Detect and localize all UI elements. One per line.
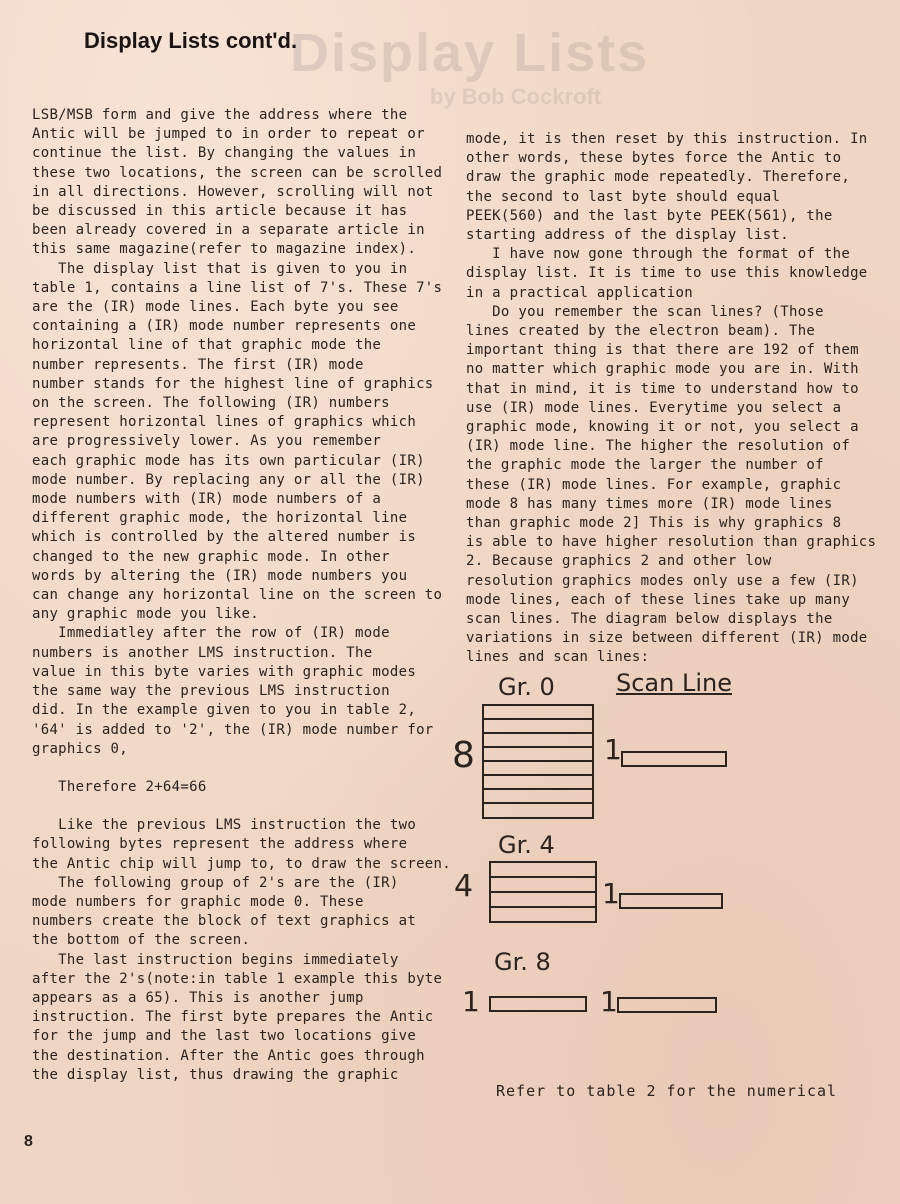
text-line: can change any horizontal line on the screen to [32,587,443,604]
gr0-scan-count: 1 [604,733,622,766]
gr0-mode-lines [483,705,593,818]
text-line: horizontal line of that graphic mode the [32,337,382,354]
text-line: (IR) mode line. The higher the resolution of [466,438,851,455]
scan-line-label: Scan Line [616,669,732,697]
gr4-mode-lines [490,862,596,922]
text-line: instruction. The first byte prepares the Antic [32,1009,434,1026]
diagram-caption: Refer to table 2 for the numerical [496,1082,838,1100]
text-line: The display list that is given to you in [32,260,408,277]
text-line: graphics 0, [32,740,129,757]
text-line: each graphic mode has its own particular (IR) [32,452,425,469]
text-line: words by altering the (IR) mode numbers you [32,567,408,584]
text-line: are the (IR) mode lines. Each byte you see [32,299,399,316]
text-line: The last instruction begins immediately [32,951,399,968]
right-column [466,130,877,668]
text-line: which is controlled by the altered number is [32,529,417,546]
gr0-label: Gr. 0 [498,673,555,701]
text-line: Do you remember the scan lines? (Those [466,303,824,320]
text-line: the Antic chip will jump to, to draw the screen. [32,855,451,872]
left-column [32,106,451,1085]
text-line: scan lines. The diagram below displays the [466,611,833,628]
text-line: starting address of the display list. [466,227,789,244]
text-line: variations in size between different (IR) mode [466,630,868,647]
gr4-scan-line [620,894,722,908]
gr8-scan-line [618,998,716,1012]
gr8-scan-count: 1 [600,985,618,1018]
text-line: than graphic mode 2] This is why graphics 8 [466,515,842,532]
text-line: lines and scan lines: [466,649,650,666]
text-line: value in this byte varies with graphic modes [32,663,417,680]
gr8-count: 1 [462,985,480,1018]
text-line: PEEK(560) and the last byte PEEK(561), the [466,207,833,224]
text-line [32,759,432,778]
text-line: the display list, thus drawing the graphic [32,1066,399,1083]
text-line: mode, it is then reset by this instruction. In [466,131,868,147]
mode-line-diagram [440,665,880,1045]
text-line: represent horizontal lines of graphics which [32,414,417,431]
text-line: changed to the new graphic mode. In other [32,548,390,565]
text-line: for the jump and the last two locations give [32,1028,417,1045]
text-line: appears as a 65). This is another jump [32,989,364,1006]
text-line: in all directions. However, scrolling will not [32,183,434,200]
gr8-label: Gr. 8 [494,948,551,976]
text-line: is able to have higher resolution than graphics [466,534,877,551]
text-line: use (IR) mode lines. Everytime you select a [466,399,842,416]
text-line: in a practical application [466,284,693,301]
text-line: display list. It is time to use this knowledge [466,265,868,282]
page-number: 8 [24,1133,33,1150]
text-line: numbers is another LMS instruction. The [32,644,373,661]
text-line: on the screen. The following (IR) numbers [32,395,390,412]
page-header: Display Lists cont'd. [84,28,298,53]
text-line: LSB/MSB form and give the address where the [32,107,408,123]
text-line: Therefore 2+64=66 [32,778,207,795]
bleed-through-byline: by Bob Cockroft [430,84,602,109]
text-line: the same way the previous LMS instruction [32,683,390,700]
text-line: I have now gone through the format of the [466,246,851,263]
text-line: Immediatley after the row of (IR) mode [32,625,390,642]
text-line: mode 8 has many times more (IR) mode lines [466,495,833,512]
text-line: numbers create the block of text graphics at [32,913,417,930]
text-line: 2. Because graphics 2 and other low [466,553,772,570]
text-line: these two locations, the screen can be scrolled [32,164,443,181]
text-line: '64' is added to '2', the (IR) mode number for [32,721,434,738]
gr0-count: 8 [452,735,475,776]
text-line: lines created by the electron beam). The [466,323,816,340]
gr8-mode-line [490,997,586,1011]
text-line: mode number. By replacing any or all the (IR) [32,471,425,488]
text-line: number stands for the highest line of graphics [32,375,434,392]
text-line: continue the list. By changing the values in [32,145,417,162]
text-line: mode lines, each of these lines take up many [466,591,851,608]
text-line: been already covered in a separate article in [32,222,425,239]
text-line: the graphic mode the larger the number of [466,457,824,474]
text-line: Antic will be jumped to in order to repeat or [32,126,425,143]
text-line: important thing is that there are 192 of them [466,342,859,359]
text-line: this same magazine(refer to magazine index). [32,241,417,258]
text-line: Like the previous LMS instruction the two [32,817,417,834]
text-line: resolution graphics modes only use a few (IR) [466,572,859,589]
gr4-count: 4 [454,869,474,904]
text-line: draw the graphic mode repeatedly. Therefore, [466,169,851,186]
text-line: table 1, contains a line list of 7's. These 7's [32,279,443,296]
text-line: different graphic mode, the horizontal line [32,510,408,527]
text-line: number represents. The first (IR) mode [32,356,364,373]
text-line: following bytes represent the address where [32,836,408,853]
text-line [32,797,432,816]
text-line: did. In the example given to you in table 2, [32,702,417,719]
gr4-label: Gr. 4 [498,831,555,859]
text-line: The following group of 2's are the (IR) [32,874,399,891]
text-line: are progressively lower. As you remember [32,433,382,450]
bleed-through-title: Display Lists [290,23,650,83]
text-line: be discussed in this article because it has [32,203,408,220]
text-line: the bottom of the screen. [32,932,251,949]
text-line: the second to last byte should equal [466,188,781,205]
text-line: the destination. After the Antic goes through [32,1047,425,1064]
text-line: other words, these bytes force the Antic to [466,150,842,167]
text-line: after the 2's(note:in table 1 example this byte [32,970,443,987]
text-line: no matter which graphic mode you are in. With [466,361,859,378]
gr0-scan-line [622,752,726,766]
text-line: containing a (IR) mode number represents one [32,318,417,335]
text-line: that in mind, it is time to understand how to [466,380,859,397]
gr4-scan-count: 1 [602,877,620,910]
text-line: graphic mode, knowing it or not, you select a [466,419,859,436]
text-line: any graphic mode you like. [32,606,259,623]
text-line: mode numbers for graphic mode 0. These [32,893,364,910]
text-line: these (IR) mode lines. For example, graphic [466,476,842,493]
text-line: mode numbers with (IR) mode numbers of a [32,491,382,508]
